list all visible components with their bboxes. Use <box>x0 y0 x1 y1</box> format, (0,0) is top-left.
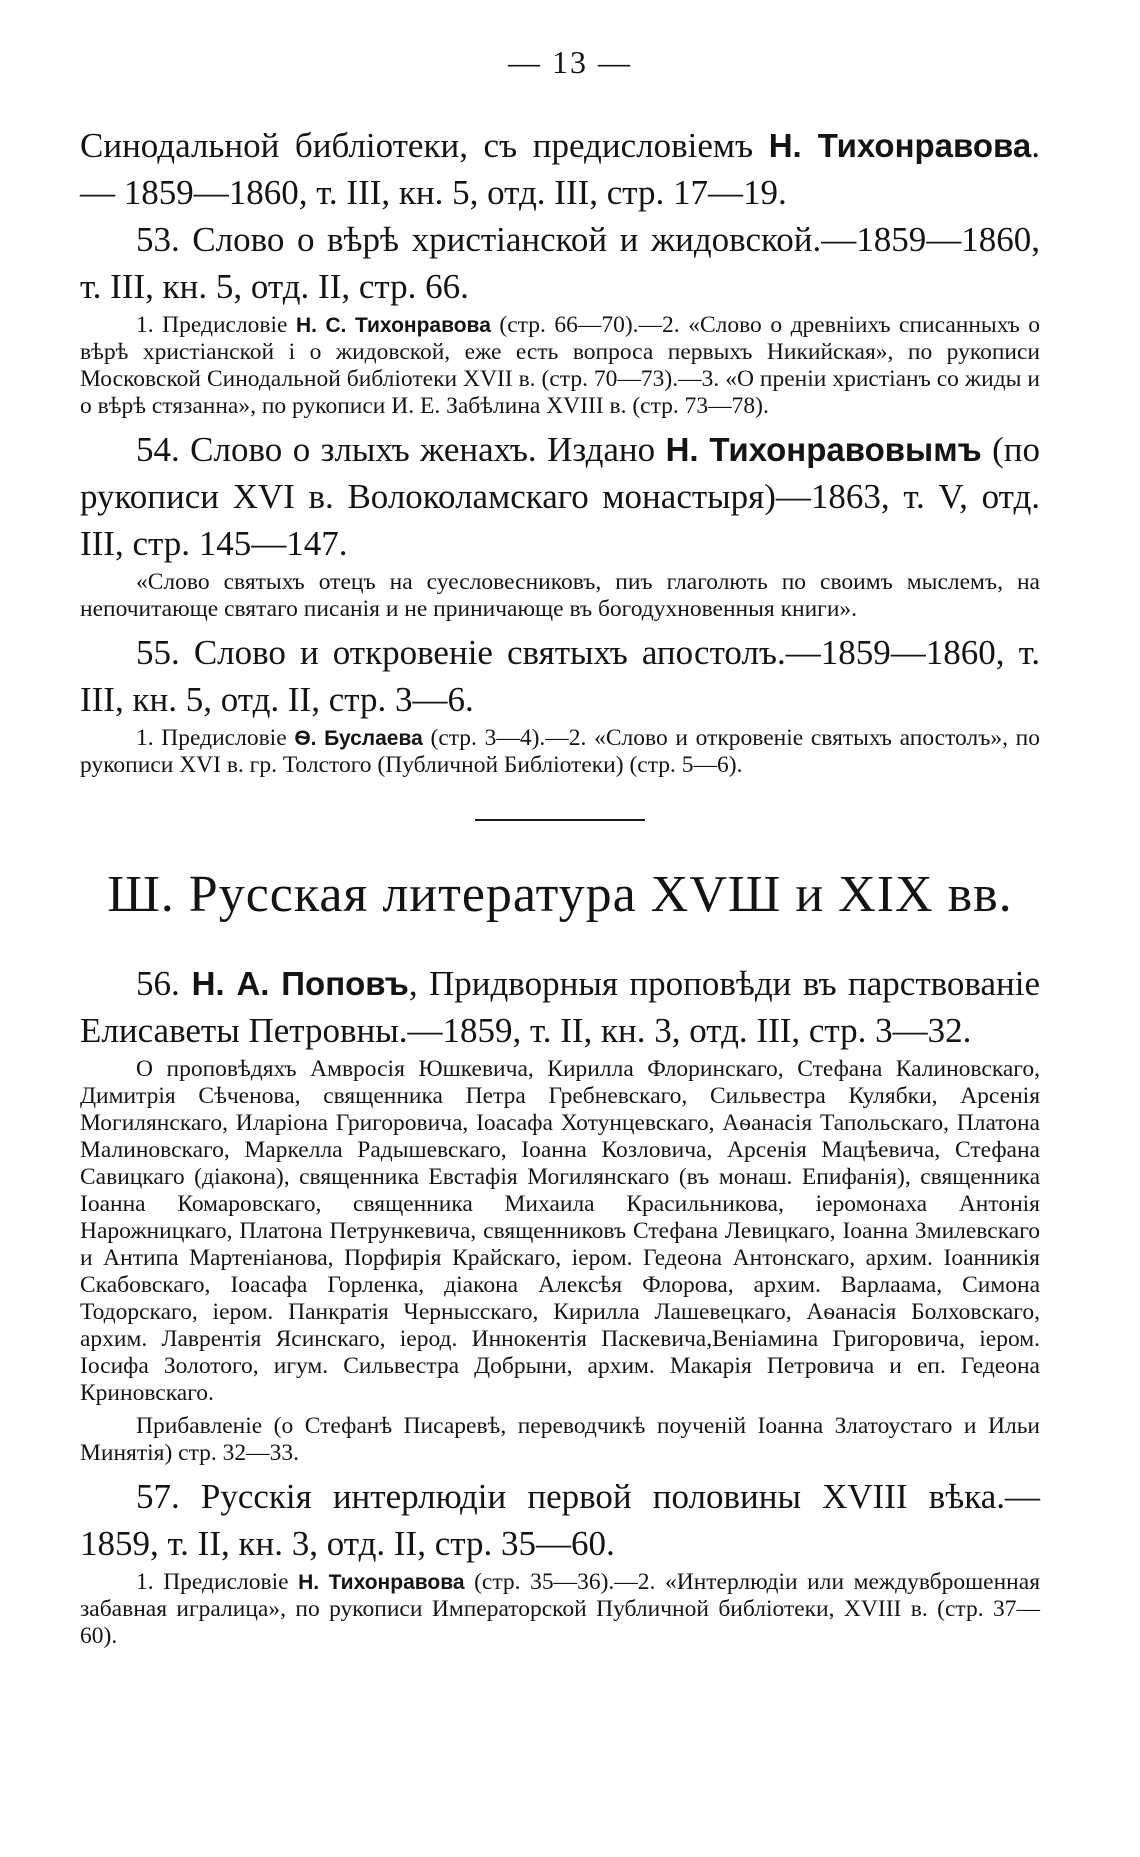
section-separator <box>475 819 645 821</box>
entry-53-body <box>80 312 1040 420</box>
entry-55-title-text: Слово и откровеніе святыхъ апостолъ.—1859—1860, т. III, кн. 5, отд. II, стр. 3—6. <box>80 633 1040 719</box>
entry-55-body-b: (стр. 3—4).—2. «Слово и откровеніе святыхъ апостолъ», по рукописи XVI в. гр. Толстого (Публичной Библіотеки) (стр. 5—6). <box>80 725 1041 778</box>
entry-52-editor: Н. Тихонравова <box>768 127 1032 164</box>
entry-53-number: 53. <box>136 220 180 259</box>
entry-56-number: 56. <box>136 964 180 1003</box>
entry-54-title <box>80 426 1040 567</box>
entry-55-number: 55. <box>136 633 180 672</box>
section-heading: Ш. Русская литература XVШ и XIX вв. <box>107 866 1013 923</box>
entry-57-editor: Н. Тихонравова <box>298 1571 465 1594</box>
entry-57-body <box>80 1569 1040 1650</box>
entry-56-title-text: , Придворныя проповѣди въ парствованіе Елисаветы Петровны.—1859, т. II, кн. 3, отд. III, стр. 3—32. <box>80 964 1041 1050</box>
entry-54-title-a: Слово о злыхъ женахъ. Издано <box>179 430 666 469</box>
entry-54-body: «Слово святыхъ отецъ на суесловесниковъ, пиъ глаголють по своимъ мыслемъ, на непочитающе святаго писанія и не приничающе въ богодухновенныя книги». <box>80 569 1040 622</box>
entry-53-title <box>80 216 1040 310</box>
entry-52-text-a: Синодальной библіотеки, съ предисловіемъ <box>80 126 769 165</box>
entry-57-body-b: (стр. 35—36).—2. «Интерлюдіи или междувброшенная забавная игралица», по рукописи Императорской Публичной библіотеки, XVIII в. (стр. 37—60). <box>80 1569 1041 1649</box>
entry-52-text-b: .— 1859—1860, т. III, кн. 5, отд. III, стр. 17—19. <box>80 126 1040 212</box>
entry-57-title <box>80 1473 1040 1567</box>
entry-55-editor: Ѳ. Буслаева <box>294 727 423 750</box>
entry-53-body-b: (стр. 66—70).—2. «Слово о древніихъ списанныхъ о вѣрѣ христіанской і о жидовской, еже есть вопроса первыхъ Никийская», по рукописи Московской Синодальной библіотеки XVII в. (стр. 70—73).—3. «О преніи христіанъ со жиды и о вѣрѣ стязанна», по рукописи И. Е. Забѣлина XVIII в. (стр. 73—78). <box>80 312 1040 419</box>
entry-54-title-b: (по рукописи XVI в. Волоколамскаго монастыря)—1863, т. V, отд. III, стр. 145—147. <box>80 430 1041 563</box>
entry-56-appendix: Прибавленіе (о Стефанѣ Писаревѣ, переводчикѣ поученій Іоанна Златоустаго и Ильи Минятія) стр. 32—33. <box>80 1413 1040 1466</box>
entry-55-title <box>80 629 1040 723</box>
entry-55-body-a: 1. Предисловіе <box>136 725 295 751</box>
entry-56-title <box>80 960 1040 1054</box>
entry-54-editor: Н. Тихонравовымъ <box>665 431 982 468</box>
page-number: — 13 — <box>508 44 632 80</box>
entry-53-body-a: 1. Предисловіе <box>136 312 297 338</box>
entry-57-number: 57. <box>136 1477 180 1516</box>
entry-57-title-text: Русскія интерлюдіи первой половины XVIII вѣка.—1859, т. II, кн. 3, отд. II, стр. 35—60. <box>80 1477 1040 1563</box>
entry-55-body <box>80 725 1040 779</box>
entry-52-continuation <box>80 122 1040 216</box>
page-content <box>80 122 1040 1656</box>
entry-53-editor: Н. С. Тихонравова <box>296 314 491 337</box>
entry-56-body: О проповѣдяхъ Амвросія Юшкевича, Кирилла Флоринскаго, Стефана Калиновскаго, Димитрія Сѣченова, священника Петра Гребневскаго, Сильвестра Кулябки, Арсенія Могилянскаго, Иларіона Григоровича, Іоасафа Хотунцевскаго, Аѳанасія Тапольскаго, Платона Малиновскаго, Маркелла Радышевскаго, Іоанна Козловича, Арсенія Мацѣевича, Стефана Савицкаго (діакона), священника Евстафія Могилянскаго (въ монаш. Епифанія), священника Іоанна Комаровскаго, священника Михаила Красильникова, іеромонаха Антонія Нарожницкаго, Платона Петрункевича, священниковъ Стефана Левицкаго, Іоанна Змилевскаго и Антипа Мартеніанова, Порфирія Крайскаго, іером. Гедеона Антонскаго, архим. Іоанникія Скабовскаго, Іоасафа Горленка, діакона Алексѣя Флорова, архим. Варлаама, Симона Тодорскаго, іером. Панкратія Чернысскаго, Кирилла Лашевецкаго, Аѳанасія Болховскаго, архим. Лаврентія Ясинскаго, іерод. Иннокентія Паскевича,Веніамина Григоровича, іером. Іосифа Золотого, игум. Сильвестра Добрыни, архим. Макарія Петровича и еп. Гедеона Криновскаго. <box>80 1056 1040 1406</box>
entry-56-author: Н. А. Поповъ <box>179 965 409 1002</box>
entry-53-title-text: Слово о вѣрѣ христіанской и жидовской.—1859—1860, т. III, кн. 5, отд. II, стр. 66. <box>80 220 1040 306</box>
entry-54-number: 54. <box>136 430 180 469</box>
entry-57-body-a: 1. Предисловіе <box>136 1569 299 1595</box>
